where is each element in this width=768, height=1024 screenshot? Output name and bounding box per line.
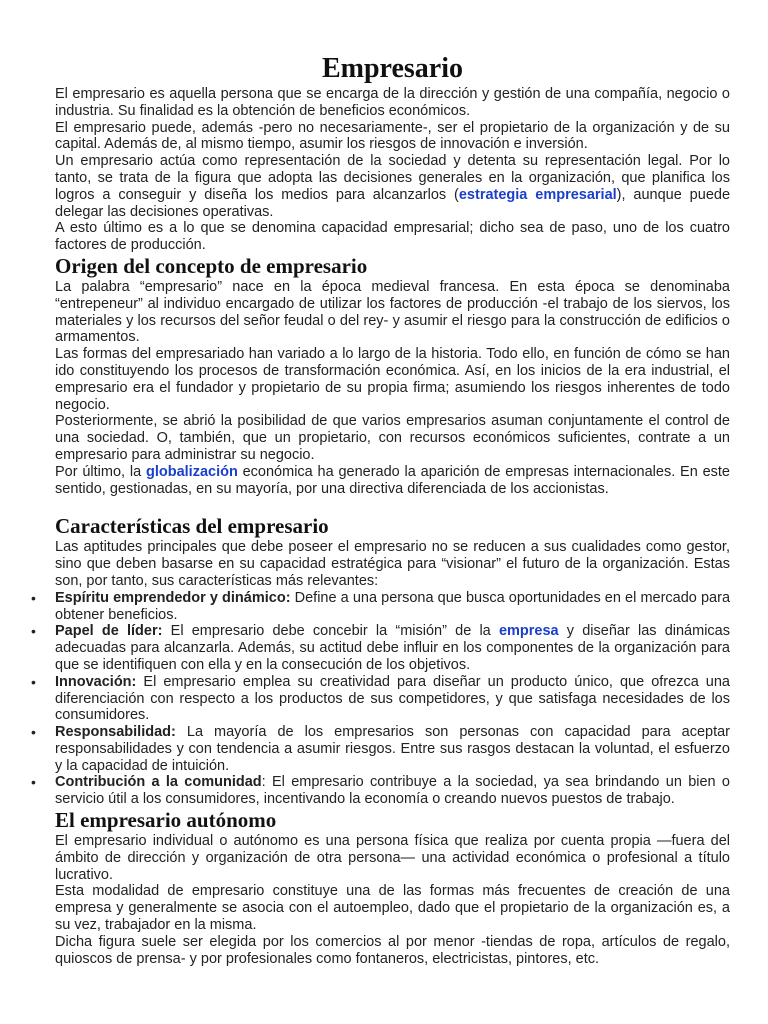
item-text: El empresario debe concebir la “misión” de la bbox=[162, 623, 499, 640]
item-label: Contribución a la comunidad bbox=[55, 774, 262, 791]
text-span: Por último, la bbox=[55, 463, 146, 480]
list-item bbox=[55, 590, 730, 624]
caracteristicas-intro: Las aptitudes principales que debe poseer el empresario no se reducen a sus cualidades como gestor, sino que deben basarse en su capacidad estratégica para “visionar” el futuro de la organización. Estas son, por tanto, sus características más relevantes: bbox=[55, 539, 730, 589]
list-item bbox=[55, 724, 730, 774]
spacer bbox=[55, 497, 730, 514]
item-text: y diseñar las dinámicas adecuadas para alcanzarla. Además, su actitud debe influir en los componentes de la organización para que se identifiquen con ella y en la consecución de los objetivos. bbox=[55, 623, 730, 673]
item-text: El empresario emplea su creatividad para diseñar un producto único, que ofrezca una diferenciación con respecto a los productos de sus competidores, y que satisfaga necesidades de los consumidores. bbox=[55, 673, 730, 724]
item-label: Espíritu emprendedor y dinámico: bbox=[55, 589, 291, 606]
autonomo-paragraph-3: Dicha figura suele ser elegida por los comercios al por menor -tiendas de ropa, artículos de regalo, quioscos de prensa- y por profesionales como fontaneros, electricistas, pintores, etc. bbox=[55, 933, 730, 967]
item-text: : El empresario contribuye a la sociedad, ya sea brindando un bien o servicio útil a los consumidores, incentivando la economía o creando nuevos puestos de trabajo. bbox=[55, 774, 730, 808]
list-item bbox=[55, 774, 730, 808]
list-item bbox=[55, 674, 730, 724]
intro-paragraph-1: El empresario es aquella persona que se encarga de la dirección y gestión de una compañía, negocio o industria. Su finalidad es la obtención de beneficios económicos. bbox=[55, 86, 730, 119]
origen-paragraph-4 bbox=[55, 464, 730, 498]
intro-paragraph-2: El empresario puede, además -pero no necesariamente-, ser el propietario de la organización y de su capital. Además de, al mismo tiempo, asumir los riesgos de innovación e inversión. bbox=[55, 119, 730, 153]
item-label: Innovación: bbox=[55, 673, 137, 690]
section-heading-autonomo: El empresario autónomo bbox=[55, 808, 277, 833]
text-span: ), aunque puede delegar las decisiones operativas. bbox=[55, 186, 731, 220]
text-span: económica ha generado la aparición de empresas internacionales. En este sentido, gestionadas, en su mayoría, por una directiva diferenciada de los accionistas. bbox=[55, 463, 730, 497]
item-text: Define a una persona que busca oportunidades en el mercado para obtener beneficios. bbox=[55, 589, 731, 623]
caracteristicas-list bbox=[55, 590, 730, 808]
intro-paragraph-4: A esto último es a lo que se denomina capacidad empresarial; dicho sea de paso, uno de los cuatro factores de producción. bbox=[55, 220, 730, 254]
intro-paragraph-3 bbox=[55, 153, 730, 220]
section-heading-caracteristicas: Características del empresario bbox=[55, 514, 329, 539]
autonomo-paragraph-1: El empresario individual o autónomo es una persona física que realiza por cuenta propia —fuera del ámbito de dirección y organización de otra persona— una actividad económica o profesional a título lucrativo. bbox=[55, 833, 730, 883]
origen-paragraph-1: La palabra “empresario” nace en la época medieval francesa. En esta época se denominaba “entrepeneur” al individuo encargado de utilizar los factores de producción -el trabajo de los siervos, los materiales y los recursos del señor feudal o del rey- y asumir el riesgo para la construcción de edificios o armamentos. bbox=[55, 278, 730, 346]
section-heading-origen: Origen del concepto de empresario bbox=[55, 253, 368, 278]
autonomo-paragraph-2: Esta modalidad de empresario constituye una de las formas más frecuentes de creación de una empresa y generalmente se asocia con el autoempleo, dado que el propietario de la organización es, a su vez, trabajador en la misma. bbox=[55, 883, 730, 934]
link-estrategia-empresarial[interactable]: estrategia empresarial bbox=[458, 186, 617, 203]
item-label: Responsabilidad: bbox=[55, 724, 176, 741]
item-text: La mayoría de los empresarios son personas con capacidad para aceptar responsabilidades y con tendencia a asumir riesgos. Entre sus rasgos destacan la voluntad, el esfuerzo y la capacidad de intuición. bbox=[55, 724, 730, 774]
list-item bbox=[55, 623, 730, 673]
link-globalizacion[interactable]: globalización bbox=[145, 463, 238, 480]
page-title: Empresario bbox=[321, 53, 464, 84]
text-span: Un empresario actúa como representación de la sociedad y detenta su representación legal. Por lo tanto, se trata de la figura que adopta las decisiones generales en la organización, que planifica los logros a conseguir y diseña los medios para alcanzarlos ( bbox=[55, 153, 730, 203]
link-empresa[interactable]: empresa bbox=[498, 623, 559, 640]
origen-paragraph-2: Las formas del empresariado han variado a lo largo de la historia. Todo ello, en función de cómo se han ido constituyendo los procesos de transformación económica. Así, en los inicios de la era industrial, el empresario era el fundador y propietario de su propia firma; asumiendo los riesgos inherentes de todo negocio. bbox=[55, 346, 730, 413]
origen-paragraph-3: Posteriormente, se abrió la posibilidad de que varios empresarios asuman conjuntamente el control de una sociedad. O, también, que un propietario, con recursos económicos suficientes, contrate a un empresario para administrar su negocio. bbox=[55, 413, 730, 463]
item-label: Papel de líder: bbox=[55, 623, 163, 640]
